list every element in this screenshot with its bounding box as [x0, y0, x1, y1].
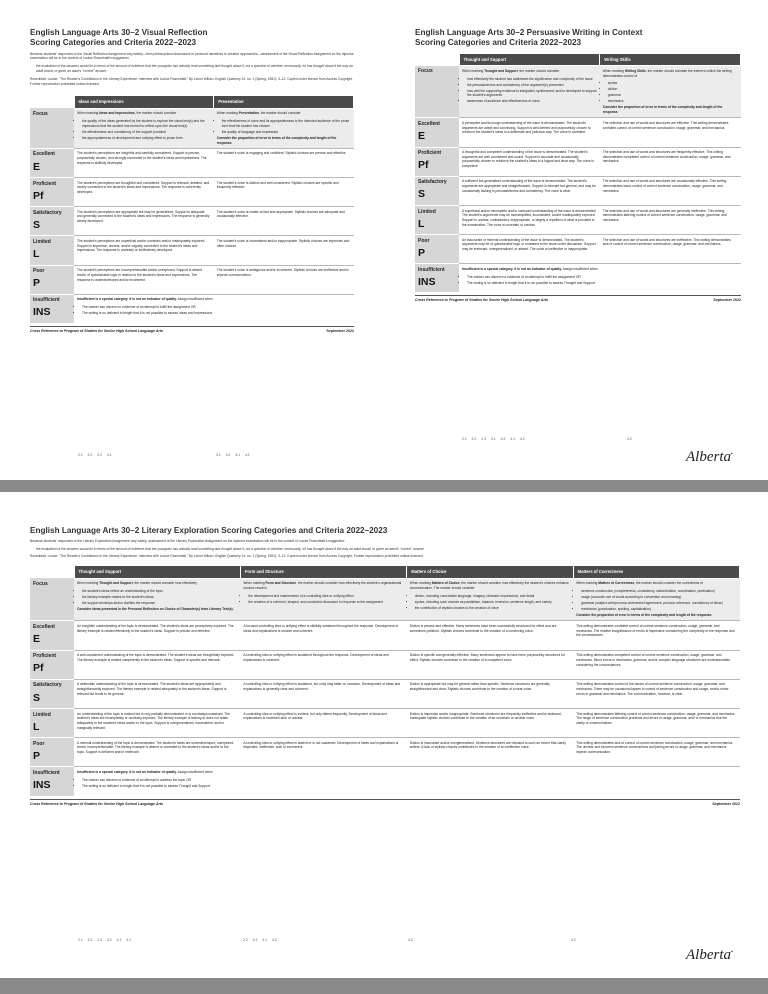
criteria-cell: The selection and use of words and structures are frequently effective. This writing demonstrates competent control of correct sentence construction, usage, grammar, and mechanics. — [600, 147, 741, 176]
focus-item: • the creation of a coherent, shaped, and concluded discussion in response to the assignment — [248, 600, 403, 605]
score-label-cell — [30, 650, 74, 679]
column-header: Thought and Support — [74, 566, 240, 579]
score-code: L — [33, 720, 40, 733]
score-label-cell — [30, 679, 74, 708]
focus-note: Consider the proportion of error in terms of the complexity and length of the response. — [216, 135, 337, 145]
score-code: P — [33, 749, 41, 762]
criteria-grid — [415, 53, 741, 293]
insufficient-lead-line — [77, 297, 351, 302]
score-label-cell — [415, 118, 459, 147]
score-row — [30, 709, 740, 738]
focus-row — [30, 108, 354, 148]
focus-item: • awareness of audience and effectiveness of voice — [467, 99, 597, 104]
page-separator-bottom — [0, 978, 768, 994]
insufficient-item: • The marker can discern no evidence of an attempt to fulfill the assignment OR — [467, 275, 738, 280]
refs-choice: 4.2 — [408, 938, 413, 942]
refs-thought: 2.1 2.2 2.3 3.1 3.2 4.1 4.2 — [462, 437, 525, 441]
insufficient-row — [415, 264, 741, 293]
score-name: Insufficient — [418, 266, 445, 273]
page-title: English Language Arts 30–2 Visual Reflection Scoring Categories and Criteria 2022–2023 — [30, 28, 208, 47]
criteria-cell: The student's voice is ambiguous and/or incoherent. Stylistic choices are ineffective and/or impede communication. — [214, 265, 354, 294]
footer — [415, 295, 741, 303]
score-row — [415, 147, 741, 176]
criteria-table — [30, 95, 354, 323]
criteria-table — [30, 565, 740, 795]
insufficient-cell — [74, 767, 740, 796]
literary-exploration-panel — [30, 526, 740, 946]
intro-text: Because students' responses to the Literary Exploration Assignment vary widely, assessment of the Literary Exploration Assignment on the diploma examination will be in the context of Louise Rosenblatt's suggestion: — [30, 538, 346, 543]
focus-item: • the effectiveness and consistency of the support provided — [82, 130, 211, 135]
focus-label-cell — [415, 66, 459, 118]
score-name: Satisfactory — [33, 682, 62, 689]
insufficient-cell — [459, 264, 741, 293]
score-name: Satisfactory — [33, 209, 62, 216]
score-label-cell — [30, 265, 74, 294]
visual-reflection-panel — [30, 28, 354, 468]
score-name: Limited — [33, 238, 51, 245]
focus-cell — [407, 578, 573, 621]
criteria-cell: The student's voice is distinct and well considered. Stylistic choices are specific and frequently effective. — [214, 178, 354, 207]
criteria-cell: The student's perceptions are incomprehensible and/or unexplored. Support is absent and/or of questionable logic in relation to the student's ideas and impressions. The response is underdeveloped and/or incoherent. — [74, 265, 214, 294]
cross-reference: Cross Reference to Program of Studies for Senior High School Language Arts — [415, 298, 549, 303]
criteria-cell: The selection and use of words and structures are ineffective. This writing demonstrates lack of control of correct sentence construction, usage, grammar, and mechanics. — [600, 235, 741, 264]
focus-item: • grammar (subject-verb/pronoun-antecedent agreement, pronoun reference, consistency of tense) — [581, 601, 736, 606]
criteria-cell: The selection and use of words and structures are occasionally effective. This writing demonstrates basic control of correct sentence construction, usage, grammar, and mechanics. — [600, 176, 741, 205]
focus-list — [467, 77, 597, 105]
score-row — [30, 679, 740, 708]
focus-note: Consider ideas presented in the Personal Reflection on Choice of Character(s) from Literary Text(s). — [77, 607, 234, 612]
refs-presentation: 3.1 3.2 4.1 4.2 — [216, 453, 250, 457]
criteria-cell: A thoughtful and competent understanding of the issue is demonstrated. The student's arguments are well considered and sound. Support is accurate and occasionally purposefully chosen to reinforce the student's ideas in a logical and clear way. The voice is competent. — [459, 147, 600, 176]
logo-mark: ▪ — [731, 452, 733, 457]
insufficient-lead-line — [462, 267, 738, 272]
focus-item: • diction — [608, 87, 738, 92]
focus-item: • diction, including connotative language, imagery, idiomatic expressions, and detail — [415, 594, 570, 599]
column-header: Matters of Choice — [407, 566, 573, 579]
score-row — [30, 236, 354, 265]
score-row — [30, 738, 740, 767]
focus-item: • how well the supporting evidence is integrated, synthesized, and/or developed to support the student's arguments — [467, 89, 597, 98]
page-separator — [0, 480, 768, 492]
focus-lead: When marking Matters of Choice, the marker should consider how effectively the student's choices enhance communication. The marker should consider — [409, 581, 569, 590]
rosenblatt-quote: the evaluation of the answers would be in terms of the amount of evidence that the youngster has actually read something and thought about it, not a question of whether, necessarily, he has thought about it the way an adult would, or given an adult's "correct" answer. — [36, 546, 425, 551]
insufficient-item: • The marker can discern no evidence of an attempt to fulfill the assignment OR — [82, 305, 351, 310]
score-row — [30, 207, 354, 236]
criteria-cell: A controlling idea or unifying effect is sustained throughout the response. Development of ideas and explanations is coherent. — [240, 650, 406, 679]
score-row — [30, 148, 354, 177]
focus-cell — [459, 66, 600, 118]
criteria-cell: This writing demonstrates competent control of correct sentence construction, usage, grammar, and mechanics. Minor errors in mechanics, grammar, and/or complex language structures are understandable considering the circumstances. — [573, 650, 739, 679]
score-code: E — [33, 160, 41, 173]
criteria-cell: Diction is precise and effective. Many sentences have been successfully structured for effect and are sometimes polished. Stylistic choices contribute to the creation of a convincing voice. — [407, 621, 573, 650]
criteria-cell: This writing demonstrates control of the basics of correct sentence construction, usage, grammar, and mechanics. There may be occasional lapses in control of sentence construction and usage, and/or minor errors in grammar and mechanics. The communication, however, is clear. — [573, 679, 739, 708]
score-code: S — [33, 218, 41, 231]
focus-label: Focus — [33, 580, 48, 587]
column-header: Presentation — [214, 96, 354, 109]
score-label-cell — [30, 767, 74, 796]
criteria-cell: Diction is inaccurate and/or overgeneralized. Sentence structures are misused to such an extent that clarity suffers. A lack of stylistic choices contributes to the creation of an ineffective voice. — [407, 738, 573, 767]
criteria-cell: The selection and use of words and structures are generally ineffective. This writing demonstrates faltering control of correct sentence construction, usage, grammar, and mechanics. — [600, 205, 741, 234]
score-row — [30, 621, 740, 650]
column-header: Writing Skills — [600, 53, 741, 66]
criteria-cell: A defensible understanding of the topic is demonstrated. The student's ideas are appropriately and straightforwardly explored. The literary example is related adequately to the student's ideas. Support is relevant but tends to be general. — [74, 679, 240, 708]
insufficient-lead-line — [77, 770, 737, 775]
criteria-cell: A minimal understanding of the topic is demonstrated. The student's ideas are underdeveloped, unexplored, and/or incomprehensible. The literary example is absent or unrelated to the student's ideas and/or to the topic. Support is deficient and/or irrelevant. — [74, 738, 240, 767]
header-blank — [415, 53, 459, 66]
focus-lead: When marking Writing Skills, the marker should consider the extent to which the writing demonstrates control of — [602, 68, 732, 78]
focus-item: • mechanics (punctuation, spelling, capitalization) — [581, 607, 736, 612]
focus-item: • the quality of language and expression — [222, 130, 351, 135]
score-label-cell — [415, 264, 459, 293]
focus-item: • the quality of the ideas generated by the student to explore the visual text(s) and the impressions that the student has formed to reflect upon the visual text(s) — [82, 119, 211, 128]
focus-item: • grammar — [608, 93, 738, 98]
page-title: English Language Arts 30–2 Literary Exploration Scoring Categories and Criteria 2022–2023 — [30, 526, 388, 535]
insufficient-row — [30, 294, 354, 323]
header-blank — [30, 566, 74, 579]
alberta-logo — [686, 946, 733, 966]
score-label-cell — [30, 294, 74, 323]
refs-form: 2.2 3.1 4.1 4.2 — [243, 938, 277, 942]
score-code: Pf — [33, 662, 44, 675]
criteria-cell: A well-considered understanding of the topic is demonstrated. The student's ideas are thoughtfully explored. The literary example is related competently to the student's ideas. Support is specific and relevant. — [74, 650, 240, 679]
score-code: INS — [33, 779, 51, 792]
insufficient-cell — [74, 294, 354, 323]
score-name: Limited — [33, 711, 51, 718]
column-header: Thought and Support — [459, 53, 600, 66]
criteria-cell: The student's voice is engaging and confident. Stylistic choices are precise and effective. — [214, 148, 354, 177]
column-header: Ideas and Impressions — [74, 96, 214, 109]
focus-item: • syntax — [608, 81, 738, 86]
score-label-cell — [30, 709, 74, 738]
insufficient-lead: Insufficient is a special category. It is not an indicator of quality. — [77, 770, 177, 774]
focus-item: • the effectiveness of voice and its appropriateness to the intended audience of the prose form that the student has chosen — [222, 119, 351, 128]
insufficient-lead: Insufficient is a special category. It is not an indicator of quality. — [77, 297, 177, 302]
refs-thought: 2.1 2.2 2.3 3.2 4.1 4.2 — [78, 938, 131, 942]
score-label-cell — [30, 236, 74, 265]
score-name: Excellent — [33, 624, 55, 631]
score-code: L — [33, 248, 40, 261]
score-name: Proficient — [418, 150, 442, 157]
insufficient-lead2: Assign insufficient when — [562, 266, 598, 271]
rosenblatt-quote: the evaluation of the answers would be in terms of the amount of evidence that the youngster has actually read something and thought about it, not a question of whether, necessarily, he has thought about it the way an adult would, or given an adult's "correct" answer. — [36, 64, 353, 73]
criteria-cell: Diction is appropriate but may be general rather than specific. Sentence structures are generally straightforward and clear. Stylistic choices contribute to the creation of a clear voice. — [407, 679, 573, 708]
criteria-grid — [30, 95, 354, 323]
focus-item: • the student's ideas reflect an understanding of the topic — [82, 589, 237, 594]
score-label-cell — [30, 178, 74, 207]
criteria-cell: A superficial and/or incomplete and/or confused understanding of the issue is demonstrated. The student's arguments may be oversimplified, inconsistent, and/or inadequately explored. Support is unclear, contradictory, inappropriate, or largely a repetition of what is provided in the examination. The voice is uncertain or unclear. — [459, 205, 600, 234]
insufficient-lead2: Assign insufficient when — [177, 297, 213, 302]
score-code: E — [418, 130, 426, 143]
focus-label-cell — [30, 578, 74, 621]
alberta-logo — [686, 448, 733, 468]
focus-lead: When marking Presentation, the marker should consider — [216, 111, 301, 116]
criteria-cell: An inaccurate or minimal understanding of the issue is demonstrated. The student's arguments may be of questionable logic or unrelated to the issue under discussion. Support may be irrelevant, overgeneralized, or absent. The voice is ineffective or inappropriate. — [459, 235, 600, 264]
focus-item: • sentence construction (completeness, consistency, subordination, coordination, predication) — [581, 589, 736, 594]
score-row — [415, 176, 741, 205]
page-title: English Language Arts 30–2 Persuasive Writing in Context Scoring Categories and Criteria 2022–2023 — [415, 28, 643, 47]
intro-text: Because students' responses to the Visual Reflection Assignment vary widely—from philosophical discussions to personal narratives to creative approaches—assessment of the Visual Reflection Assignment on the diploma examination will be in the context of Louise Rosenblatt's suggestion: — [30, 51, 354, 61]
focus-cell — [600, 66, 741, 118]
score-name: Poor — [418, 237, 430, 244]
focus-label: Focus — [418, 68, 433, 75]
score-code: S — [418, 188, 426, 201]
criteria-cell: The student's perceptions are superficial and/or uncertain and/or inadequately explored. Support is imprecise, unclear, and/or vaguely connected to the student's ideas and impressions. The response is unclearly or ineffectively developed. — [74, 236, 214, 265]
score-row — [415, 235, 741, 264]
score-label-cell — [415, 205, 459, 234]
focus-item: • how effectively the student has addressed the significance and complexity of the issue — [467, 77, 597, 82]
focus-cell — [573, 578, 739, 621]
footer-date: September 2022 — [713, 298, 741, 303]
insufficient-lead: Insufficient is a special category. It is not an indicator of quality. — [462, 266, 562, 271]
score-name: Poor — [33, 268, 45, 275]
score-code: L — [418, 217, 425, 230]
score-label-cell — [30, 148, 74, 177]
score-code: S — [33, 691, 41, 704]
focus-cell — [74, 578, 240, 621]
criteria-cell: The selection and use of words and structures are effective. This writing demonstrates confident control of correct sentence construction, usage, grammar, and mechanics. — [600, 118, 741, 147]
cross-reference: Cross Reference to Program of Studies for Senior High School Language Arts — [30, 328, 164, 333]
focus-row — [415, 66, 741, 118]
criteria-cell: A perceptive and thorough understanding of the issue is demonstrated. The student's arguments are adept and convincing. Support is well defined and purposefully chosen to reinforce the student's ideas in a deliberate and judicious way. The voice is confident. — [459, 118, 600, 147]
criteria-table — [415, 53, 741, 293]
score-row — [30, 650, 740, 679]
score-code: E — [33, 633, 41, 646]
criteria-cell: A sufficient but generalized understanding of the issue is demonstrated. The student's arguments are appropriate and straightforward. Support is relevant but general, and may be occasionally lacking in persuasiveness and consistency. The voice is clear. — [459, 176, 600, 205]
logo-text: Alberta — [686, 947, 731, 963]
refs-correctness: 4.2 — [571, 938, 576, 942]
focus-label-cell — [30, 108, 74, 148]
insufficient-list — [467, 275, 738, 286]
score-name: Insufficient — [33, 770, 60, 776]
criteria-cell: A controlling idea or unifying effect is sustained, but unity may falter on occasion. Development of ideas and explanations is generally clear and coherent. — [240, 679, 406, 708]
criteria-cell: Diction is imprecise and/or inappropriate. Sentence structures are frequently ineffective and/or awkward. Inadequate stylistic choices contribute to the creation of an uncertain or unclear voice. — [407, 709, 573, 738]
score-name: Excellent — [418, 120, 440, 127]
criteria-cell: A controlling idea or unifying effect is evident, but only falters frequently. Development of ideas and explanations is uncertain and/ or unclear. — [240, 709, 406, 738]
criteria-grid — [30, 565, 740, 795]
logo-mark: ▪ — [731, 950, 733, 955]
insufficient-item: • The writing is so deficient in length that it is not possible to assess Ideas and Impressions — [82, 311, 351, 316]
criteria-cell: A focused controlling idea or unifying effect is skillfully sustained throughout the response. Development of ideas and explanations is smooth and coherent. — [240, 621, 406, 650]
score-label-cell — [30, 621, 74, 650]
header-row — [30, 96, 354, 109]
focus-list — [581, 589, 736, 612]
criteria-cell: The student's perceptions are insightful and carefully considered. Support is precise, purposefully chosen, and strongly connected to the student's ideas and impressions. The response is skillfully developed. — [74, 148, 214, 177]
score-label-cell — [415, 235, 459, 264]
insufficient-item: • The marker can discern no evidence of an attempt to address the topic OR — [82, 778, 737, 783]
score-name: Insufficient — [33, 297, 60, 304]
criteria-cell: This writing demonstrates confident control of correct sentence construction, usage, grammar, and mechanics. The relative insignificance of errors is impressive considering the complexity of the response and the circumstances. — [573, 621, 739, 650]
focus-item: • mechanics — [608, 99, 738, 104]
score-name: Poor — [33, 740, 45, 747]
score-code: Pf — [33, 189, 44, 202]
focus-list — [608, 81, 738, 104]
score-code: INS — [418, 275, 436, 288]
insufficient-list — [82, 305, 351, 316]
focus-cell — [74, 108, 214, 148]
criteria-cell: The student's voice is inconsistent and/or inappropriate. Stylistic choices are imprecise and often unclear. — [214, 236, 354, 265]
focus-list — [222, 119, 351, 134]
cross-reference: Cross Reference to Program of Studies for Senior High School Language Arts — [30, 801, 164, 806]
citation: Rosenblatt, Louise. "The Reader's Contribution in the Literary Experience: Interview with Louise Rosenblatt." By Lionel Wilson. English Quarterly 14, no. 1 (Spring, 1981): 3–12. Copied under licence from Access Copyright. Further reproduction prohibited unless licensed. — [30, 554, 424, 559]
score-label-cell — [415, 147, 459, 176]
score-code: Pf — [418, 159, 429, 172]
focus-note: Consider the proportion of error in terms of the complexity and length of the response. — [576, 613, 713, 618]
focus-list — [415, 594, 570, 611]
header-row — [415, 53, 741, 66]
criteria-cell: This writing demonstrates faltering control of correct sentence construction, usage, grammar, and mechanics. The range of sentence construction problems and errors in usage, grammar, and/ or mechanics blur the clarity of communication. — [573, 709, 739, 738]
criteria-cell: The student's perceptions are appropriate but may be generalized. Support is adequate and generally connected to the student's ideas and impressions. The response is generally clearly developed. — [74, 207, 214, 236]
insufficient-row — [30, 767, 740, 796]
column-header: Matters of Correctness — [573, 566, 739, 579]
score-label-cell — [415, 176, 459, 205]
focus-lead: When marking Thought and Support, the marker should consider — [462, 68, 560, 73]
logo-text: Alberta — [686, 449, 731, 465]
score-row — [30, 178, 354, 207]
score-code: INS — [33, 306, 51, 319]
focus-item: • the persuasiveness and consistency of the argument(s) presented — [467, 83, 597, 88]
focus-label: Focus — [33, 110, 48, 117]
focus-item: • the support develops and/or clarifies the response — [82, 601, 237, 606]
score-name: Proficient — [33, 180, 57, 187]
focus-cell — [240, 578, 406, 621]
insufficient-item: • The writing is so deficient in length that it is not possible to assess Thought and Support — [82, 784, 737, 789]
focus-item: • the contribution of stylistic choices to the creation of voice — [415, 606, 570, 611]
focus-lead: When marking Form and Structure, the marker should consider how effectively the student's organizational choices result in — [243, 581, 402, 590]
column-header: Form and Structure — [240, 566, 406, 579]
score-row — [30, 265, 354, 294]
footer — [30, 799, 740, 807]
focus-item: • syntax, including such choices as parallelism, balance, inversion, sentence length, and variety — [415, 600, 570, 605]
criteria-cell: An understanding of the topic is evident but is only partially demonstrated or is not always sustained. The student's ideas are incompletely or unclearly explored. The literary example is lacking or does not relate adequately to the student's ideas and/or to the topic. Support is overgeneralized, inconsistent, and/or marginally relevant. — [74, 709, 240, 738]
score-row — [415, 118, 741, 147]
footer — [30, 326, 354, 334]
focus-item: • usage (accurate use of words according to convention and meaning) — [581, 595, 736, 600]
score-name: Proficient — [33, 653, 57, 660]
score-label-cell — [30, 738, 74, 767]
focus-note: Consider the proportion of error in terms of the complexity and length of the response. — [602, 105, 723, 115]
score-label-cell — [30, 207, 74, 236]
criteria-cell: The student's perceptions are thoughtful and considered. Support is relevant, detailed, and clearly connected to the student's ideas and impressions. The response is coherently developed. — [74, 178, 214, 207]
footer-date: September 2022 — [712, 801, 740, 806]
score-name: Satisfactory — [418, 179, 447, 186]
criteria-cell: This writing demonstrates lack of control of correct sentence construction, usage, grammar, and mechanics. The unclear and incorrect sentence constructions and jarring errors in usage, grammar, and mechanics impede communication. — [573, 738, 739, 767]
focus-item: • the appropriateness of development and unifying effect to prose form — [82, 136, 211, 141]
criteria-cell: A controlling idea or unifying effect is absent or is not sustained. Development of ideas and explanations is disjointed, ineffective, and/ or incoherent. — [240, 738, 406, 767]
insufficient-list — [82, 778, 737, 789]
focus-list — [248, 594, 403, 605]
focus-list — [82, 589, 237, 606]
focus-item: • the literary example relates to the student's ideas — [82, 595, 237, 600]
header-blank — [30, 96, 74, 109]
insufficient-lead2: Assign insufficient when — [177, 770, 213, 774]
insufficient-item: • The writing is so deficient in length that it is not possible to assess Thought and Support — [467, 281, 738, 286]
refs-writing: 4.2 — [627, 437, 632, 441]
criteria-cell: Diction is specific and generally effective. Many sentences appear to have been purposefully structured for effect. Stylistic choices contribute to the creation of a competent voice. — [407, 650, 573, 679]
criteria-cell: An insightful understanding of the topic is demonstrated. The student's ideas are perceptively explored. The literary example is related effectively to the student's ideas. Support is precise and effective. — [74, 621, 240, 650]
criteria-cell: The student's voice is matter-of-fact and appropriate. Stylistic choices are adequate and occasionally effective. — [214, 207, 354, 236]
score-code: P — [33, 277, 41, 290]
focus-lead: When marking Matters of Correctness, the marker should consider the correctness of — [576, 581, 703, 586]
persuasive-writing-panel — [415, 28, 741, 448]
score-row — [415, 205, 741, 234]
focus-item: • the development and maintenance of a controlling idea or unifying effect — [248, 594, 403, 599]
focus-list — [82, 119, 211, 140]
refs-ideas: 2.1 2.2 2.2 4.1 — [78, 453, 112, 457]
footer-date: September 2022 — [326, 328, 354, 333]
score-name: Limited — [418, 208, 436, 215]
header-row — [30, 566, 740, 579]
focus-cell — [214, 108, 354, 148]
focus-row — [30, 578, 740, 621]
score-code: P — [418, 246, 426, 259]
focus-lead: When marking Ideas and Impressions, the marker should consider — [77, 111, 177, 116]
citation: Rosenblatt, Louise. "The Reader's Contribution in the Literary Experience: Interview with Louise Rosenblatt." By Lionel Wilson. English Quarterly 14, no. 1 (Spring, 1981): 3–12. Copied under licence from Access Copyright. Further reproduction prohibited unless licensed. — [30, 76, 353, 86]
focus-lead: When marking Thought and Support, the marker should consider how effectively — [77, 581, 197, 586]
score-name: Excellent — [33, 151, 55, 158]
